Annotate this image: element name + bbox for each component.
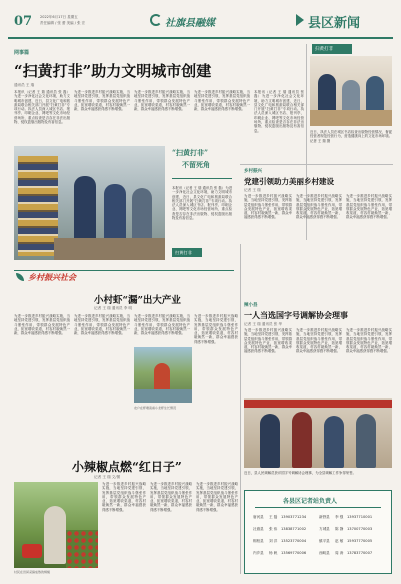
award-banner [244,400,392,408]
phone-number: 13700770003 [347,527,373,531]
county-name: 西峡县 [319,551,330,555]
story1-caption-col: 本报讯（记者 王 瑞 通讯员 张 磊）为进一步净化社会文化环境，助力文明城市创建，近日，县文化广电和旅游局联合相关部门开展“扫黄打非”专项行动。执法人员深入城区书店、报刊亭、印刷企业、网吧等文化市场经营场所，重点检查是否存在非法出版物、侵权盗版出版物及有害信息。 [172,186,232,221]
contact-name: 周 涛 [335,551,344,555]
logo-text: 社旗县融媒 [165,18,215,29]
awardee-1 [260,414,280,468]
contact-name: 王 磊 [269,515,278,519]
section-title: 县区新闻 [308,16,361,31]
story2-byline: 记者 王 瑞 [244,188,261,192]
phone-number: 13903771234 [281,515,307,519]
story4-photo [244,398,392,468]
phone-number: 13569770006 [281,551,307,555]
phone-number: 13523770004 [281,539,307,543]
pepper-basket [22,544,42,558]
masthead-rule [8,37,393,39]
directory-row [253,537,385,549]
story4-caption: 近日，县人民调解员获评国字号调解协会理事，为全县调解工作争得荣誉。 [244,471,356,475]
county-name: 镇平县 [319,539,330,543]
story1-headline: “扫黄打非”助力文明城市创建 [14,62,212,80]
story3-byline: 记者 王 瑞 通讯员 李 明 [94,306,133,310]
story3-headline: 小村虾“漏”出大产业 [94,295,181,306]
masthead [0,0,401,40]
shelf-left [18,156,58,256]
middle-divider [240,244,241,574]
section-title-box [296,10,388,30]
directory-row [253,549,385,561]
story2-col1: 为进一步推进乡村振兴战略实施，当地坚持党建引领，发挥基层党组织战斗堡垒作用，带领群众发展特色产业，拓宽增收渠道，村容村貌焕然一新，群众幸福感获得感不断增强。 [244,194,292,220]
pull-quote-rule [172,178,232,179]
contact-name: 杨 帆 [269,551,278,555]
section-arrow-icon [296,14,304,26]
story4-headline: 一人当选国字号调解协会理事 [244,310,348,320]
leaf-icon [16,273,24,281]
directory-row [253,513,385,525]
directory-title-rule [255,507,381,508]
story4-col2: 为进一步推进乡村振兴战略实施，当地坚持党建引领，发挥基层党组织战斗堡垒作用，带领群众发展特色产业，拓宽增收渠道，村容村貌焕然一新，群众幸福感获得感不断增强。 [296,328,342,354]
counter [54,238,165,260]
story5-col3: 为进一步推进乡村振兴战略实施，当地坚持党建引领，发挥基层党组织战斗堡垒作用，带领群众发展特色产业，拓宽增收渠道，村容村貌焕然一新，群众幸福感获得感不断增强。 [196,482,238,512]
phone-number: 13937710001 [347,515,373,519]
story3-photo-caption: 农户在虾塘查看小龙虾生长情况 [134,406,177,410]
county-name: 新野县 [319,515,330,519]
story3-col4: 为进一步推进乡村振兴战略实施，当地坚持党建引领，发挥基层党组织战斗堡垒作用，带领群众发展特色产业，拓宽增收渠道，村容村貌焕然一新，群众幸福感获得感不断增强。 [194,314,238,344]
logo-swirl-icon [150,14,162,26]
story1-col3: 为进一步推进乡村振兴战略实施，当地坚持党建引领，发挥基层党组织战斗堡垒作用，带领群众发展特色产业，拓宽增收渠道，村容村貌焕然一新，群众幸福感获得感不断增强。 [134,90,190,112]
contact-name: 陈 静 [335,527,344,531]
story2-kicker: 扫黄打非 [315,47,333,52]
contact-name: 张 伟 [269,527,278,531]
story2-photo [310,56,392,126]
story4-kicker: 辣小县 [244,303,258,308]
awardee-2 [292,412,312,468]
story5-photo-caption: 村民在田间采摘成熟的辣椒 [14,570,51,574]
contact-name: 刘 洋 [269,539,278,543]
directory-rows [253,513,385,561]
story2-headline: 党建引领助力美丽乡村建设 [244,177,334,186]
directory-title: 各县区记者站负责人 [283,498,338,505]
story1-col1: 本报讯（记者 王 瑞 通讯员 张 磊）为进一步净化社会文化环境，助力文明城市创建，近日，县文化广电和旅游局联合相关部门开展“扫黄打非”专项行动。执法人员深入城区书店、报刊亭、印刷企业、网吧等文化市场经营场所，重点检查是否存在非法出版物、侵权盗版出版物及有害信息。 [14,90,70,125]
tag-badge-text: 扫黄打非 [175,250,192,255]
pull-quote [172,148,232,178]
masthead-logo [150,12,230,28]
section-divider-mid [240,164,393,165]
story5-photo [14,482,98,568]
pull-quote-line2: 不留死角 [182,160,210,169]
story5-col2: 为进一步推进乡村振兴战略实施，当地坚持党建引领，发挥基层党组织战斗堡垒作用，带领群众发展特色产业，拓宽增收渠道，村容村貌焕然一新，群众幸福感获得感不断增强。 [150,482,192,512]
phone-number: 15937770005 [347,539,373,543]
story4-byline: 记者 王 瑞 通讯员 张 华 [244,322,283,326]
story5-headline: 小辣椒点燃“红日子” [72,460,182,474]
story3-col3: 为进一步推进乡村振兴战略实施，当地坚持党建引领，发挥基层党组织战斗堡垒作用，带领群众发展特色产业，拓宽增收渠道，村容村貌焕然一新，群众幸福感获得感不断增强。 [134,314,190,336]
directory-box [244,490,392,574]
contact-name: 赵 敏 [335,539,344,543]
editor-line: 责任编辑 / 张 蕾 美编 / 张 宏 [40,21,86,25]
county-name: 唐河县 [253,515,264,519]
story1-tag-badge [172,248,202,257]
story1-byline: 通讯员 王 瑞 [14,83,35,87]
story1-kicker: 网事篇 [14,50,30,56]
date-line: 2022年6月17日 星期五 [40,15,78,19]
story2-col3: 为进一步推进乡村振兴战略实施，当地坚持党建引领，发挥基层党组织战斗堡垒作用，带领群众发展特色产业，拓宽增收渠道，村容村貌焕然一新，群众幸福感获得感不断增强。 [346,194,392,220]
county-name: 桐柏县 [253,539,264,543]
story4-col1: 为进一步推进乡村振兴战略实施，当地坚持党建引领，发挥基层党组织战斗堡垒作用，带领群众发展特色产业，拓宽增收渠道，村容村貌焕然一新，群众幸福感获得感不断增强。 [244,328,292,354]
story3-col1: 为进一步推进乡村振兴战略实施，当地坚持党建引领，发挥基层党组织战斗堡垒作用，带领群众发展特色产业，拓宽增收渠道，村容村貌焕然一新，群众幸福感获得感不断增强。 [14,314,70,336]
story2-col2: 为进一步推进乡村振兴战略实施，当地坚持党建引领，发挥基层党组织战斗堡垒作用，带领群众发展特色产业，拓宽增收渠道，村容村貌焕然一新，群众幸福感获得感不断增强。 [296,194,342,220]
story2-caption-right: 近日，执法人员在城区书店检查出版物经营情况，督促经营者规范经营行为，营造健康向上的文化市场环境。 记者 王 瑞 摄 [310,130,392,143]
awardee-4 [356,414,376,468]
contact-name: 李 强 [335,515,344,519]
story3-photo [134,347,192,403]
pond-water [134,389,192,403]
pepper-picker [44,506,66,564]
directory-row [253,525,385,537]
story5-byline: 记者 王 瑞 文/图 [94,475,121,479]
story1-col4: 为进一步推进乡村振兴战略实施，当地坚持党建引领，发挥基层党组织战斗堡垒作用，带领群众发展特色产业，拓宽增收渠道，村容村貌焕然一新，群众幸福感获得感不断增强。 [194,90,250,112]
phone-number: 13838771002 [281,527,307,531]
pull-quote-line1: “扫黄打非” [172,148,209,157]
story1-photo [14,146,165,260]
story2-kicker-badge [312,44,352,54]
story5-col1: 为进一步推进乡村振兴战略实施，当地坚持党建引领，发挥基层党组织战斗堡垒作用，带领群众发展特色产业，拓宽增收渠道，村容村貌焕然一新，群众幸福感获得感不断增强。 [102,482,146,512]
story4-col3: 为进一步推进乡村振兴战略实施，当地坚持党建引领，发挥基层党组织战斗堡垒作用，带领群众发展特色产业，拓宽增收渠道，村容村貌焕然一新，群众幸福感获得感不断增强。 [346,328,392,354]
pepper-plants [66,530,98,568]
awardee-3 [324,416,344,468]
rural-banner-text: 乡村振兴社会 [28,272,76,282]
phone-number: 13783770007 [347,551,373,555]
county-name: 内乡县 [253,551,264,555]
page-number: 07 [14,14,33,29]
story2-sub-kicker: 乡村振兴 [244,169,262,174]
table [310,110,392,126]
story1-col2: 为进一步推进乡村振兴战略实施，当地坚持党建引领，发挥基层党组织战斗堡垒作用，带领群众发展特色产业，拓宽增收渠道，村容村貌焕然一新，群众幸福感获得感不断增强。 [74,90,130,112]
rural-banner [14,270,234,282]
county-name: 社旗县 [253,527,264,531]
story3-col2: 为进一步推进乡村振兴战略实施，当地坚持党建引领，发挥基层党组织战斗堡垒作用，带领群众发展特色产业，拓宽增收渠道，村容村貌焕然一新，群众幸福感获得感不断增强。 [74,314,130,336]
county-name: 方城县 [319,527,330,531]
story1-col5: 本报讯（记者 王 瑞 通讯员 张 磊）为进一步净化社会文化环境，助力文明城市创建，近日，县文化广电和旅游局联合相关部门开展“扫黄打非”专项行动。执法人员深入城区书店、报刊亭、印刷企业、网吧等文化市场经营场所，重点检查是否存在非法出版物、侵权盗版出版物及有害信息。 [254,90,304,133]
